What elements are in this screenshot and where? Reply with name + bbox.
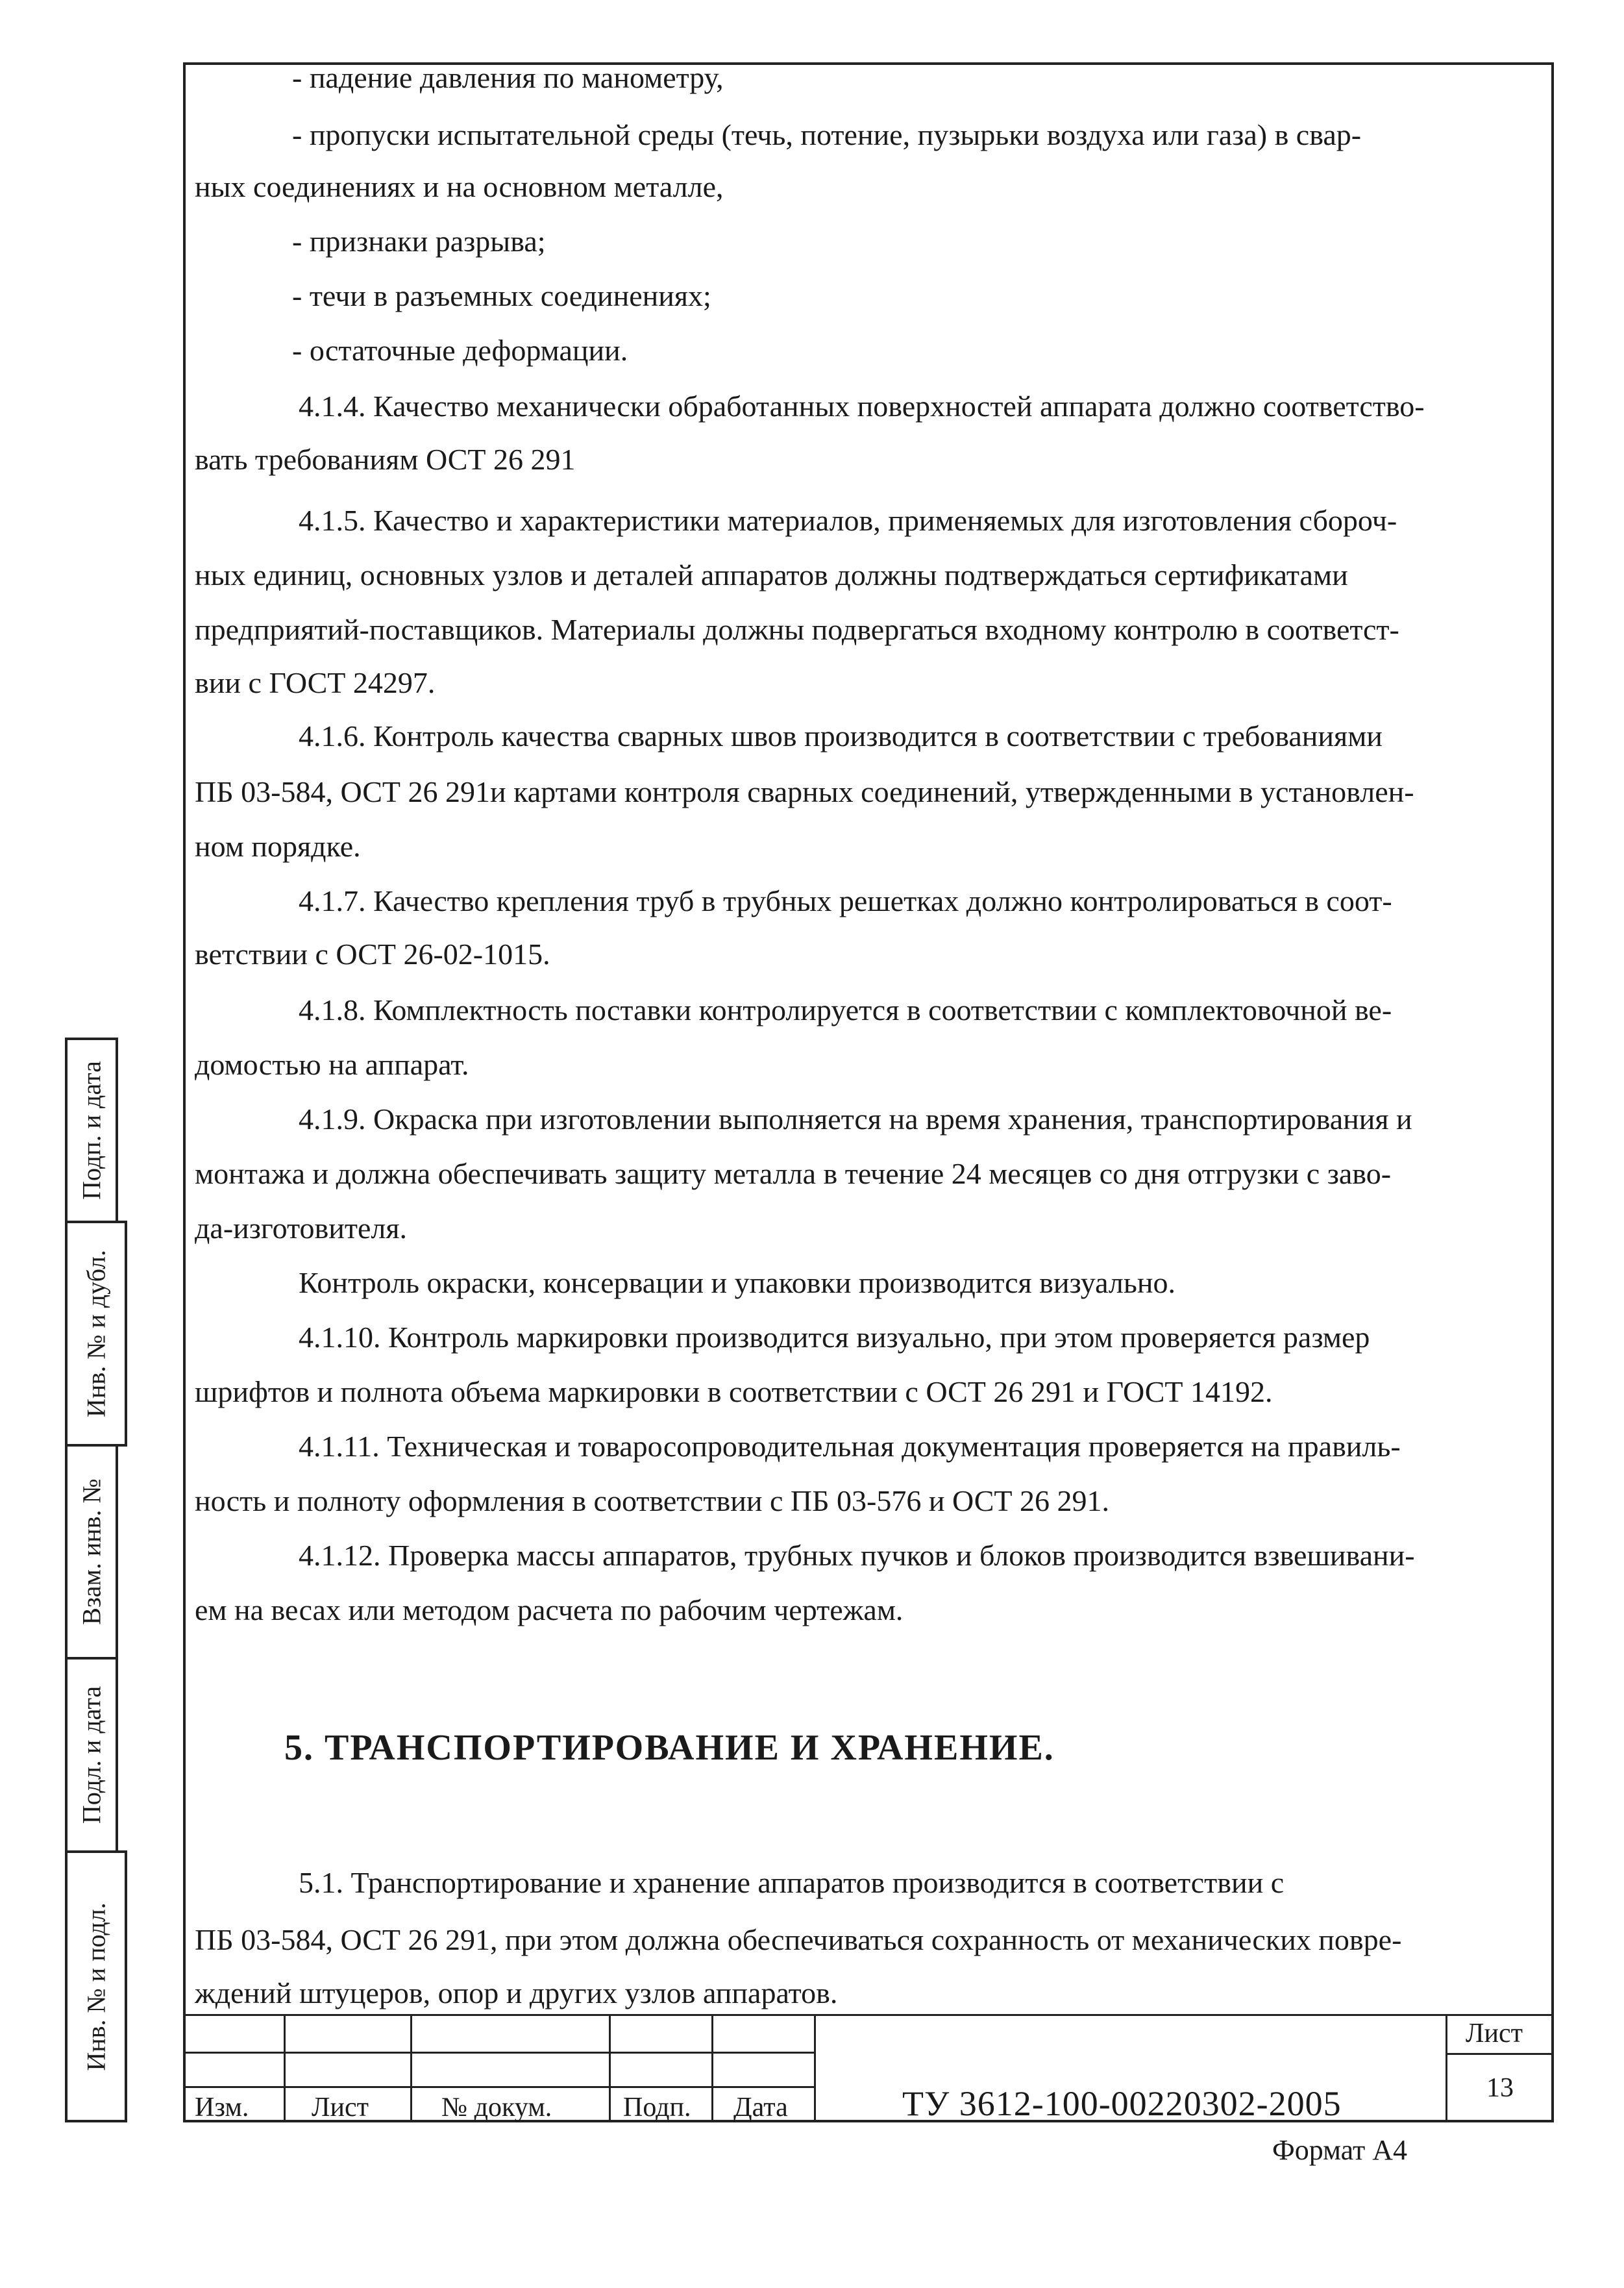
document-code: ТУ 3612-100-00220302-2005 — [902, 2084, 1342, 2123]
text-line: вать требованиям ОСТ 26 291 — [195, 443, 576, 476]
margin-cell-podl-data — [65, 1657, 118, 1853]
margin-label: Подп. и дата — [77, 1061, 106, 1200]
margin-cell-inv-podl — [65, 1850, 127, 2122]
sheet-label: Лист — [1466, 2019, 1523, 2048]
text-line: 4.1.11. Техническая и товаросопроводительная документация проверяется на правиль- — [299, 1430, 1401, 1463]
section-heading: 5. ТРАНСПОРТИРОВАНИЕ И ХРАНЕНИЕ. — [284, 1728, 1055, 1768]
text-line: вии с ГОСТ 24297. — [195, 666, 436, 699]
margin-label: Инв. № и дубл. — [81, 1250, 111, 1417]
format-label: Формат А4 — [1272, 2134, 1408, 2166]
text-line: - остаточные деформации. — [292, 334, 628, 367]
text-line: 4.1.4. Качество механически обработанных поверхностей аппарата должно соответство- — [299, 390, 1425, 423]
text-line: ветствии с ОСТ 26-02-1015. — [195, 938, 550, 971]
text-line: 4.1.5. Качество и характеристики материалов, применяемых для изготовления сбороч- — [299, 504, 1397, 537]
dokum-label: № докум. — [441, 2093, 552, 2122]
margin-cell-podp-data — [65, 1038, 118, 1223]
text-line: ПБ 03-584, ОСТ 26 291и картами контроля сварных соединений, утвержденными в установлен- — [195, 775, 1414, 808]
text-line: 4.1.12. Проверка массы аппаратов, трубных пучков и блоков производится взвешивани- — [299, 1539, 1415, 1572]
text-line: ных соединениях и на основном металле, — [195, 170, 724, 203]
text-line: ем на весах или методом расчета по рабочим чертежам. — [195, 1593, 904, 1626]
text-line: ность и полноту оформления в соответствии с ПБ 03-576 и ОСТ 26 291. — [195, 1484, 1110, 1517]
data-label: Дата — [733, 2093, 788, 2122]
margin-label: Инв. № и подл. — [81, 1902, 111, 2071]
text-line: предприятий-поставщиков. Материалы должны подвергаться входному контролю в соответст- — [195, 613, 1399, 646]
text-line: 4.1.7. Качество крепления труб в трубных решетках должно контролироваться в соот- — [299, 884, 1392, 917]
margin-cell-vzam-inv — [65, 1444, 118, 1660]
margin-label: Подл. и дата — [77, 1685, 106, 1824]
margin-cell-inv-dubl — [65, 1221, 127, 1447]
page-frame — [183, 62, 1554, 2122]
text-line: 4.1.8. Комплектность поставки контролируется в соответствии с комплектовочной ве- — [299, 993, 1392, 1026]
text-line: - признаки разрыва; — [292, 225, 546, 258]
title-block-sheet-line — [1447, 2053, 1554, 2055]
text-line: 4.1.10. Контроль маркировки производится визуально, при этом проверяется размер — [299, 1321, 1370, 1354]
text-line: шрифтов и полнота объема маркировки в соответствии с ОСТ 26 291 и ГОСТ 14192. — [195, 1375, 1273, 1408]
text-line: ПБ 03-584, ОСТ 26 291, при этом должна обеспечиваться сохранность от механических повре- — [195, 1923, 1402, 1956]
text-line: ном порядке. — [195, 830, 361, 863]
text-line: - течи в разъемных соединениях; — [292, 279, 711, 312]
text-line: 5.1. Транспортирование и хранение аппаратов производится в соответствии с — [299, 1866, 1285, 1899]
text-line: ных единиц, основных узлов и деталей аппаратов должны подтверждаться сертификатами — [195, 558, 1348, 591]
text-line: да-изготовителя. — [195, 1212, 408, 1245]
text-line: Контроль окраски, консервации и упаковки производится визуально. — [299, 1266, 1175, 1299]
list-label: Лист — [312, 2093, 369, 2122]
text-line: - пропуски испытательной среды (течь, потение, пузырьки воздуха или газа) в свар- — [292, 118, 1362, 151]
text-line: 4.1.6. Контроль качества сварных швов производится в соответствии с требованиями — [299, 719, 1383, 752]
text-line: домостью на аппарат. — [195, 1048, 469, 1081]
text-line: 4.1.9. Окраска при изготовлении выполняется на время хранения, транспортирования и — [299, 1102, 1412, 1136]
podp-label: Подп. — [623, 2093, 691, 2122]
sheet-number: 13 — [1486, 2073, 1514, 2103]
izm-label: Изм. — [195, 2093, 249, 2122]
margin-label: Взам. инв. № — [77, 1478, 106, 1625]
text-line: - падение давления по манометру, — [292, 61, 724, 94]
text-line: ждений штуцеров, опор и других узлов аппаратов. — [195, 1976, 838, 2009]
text-line: монтажа и должна обеспечивать защиту металла в течение 24 месяцев со дня отгрузки с заво- — [195, 1157, 1392, 1190]
